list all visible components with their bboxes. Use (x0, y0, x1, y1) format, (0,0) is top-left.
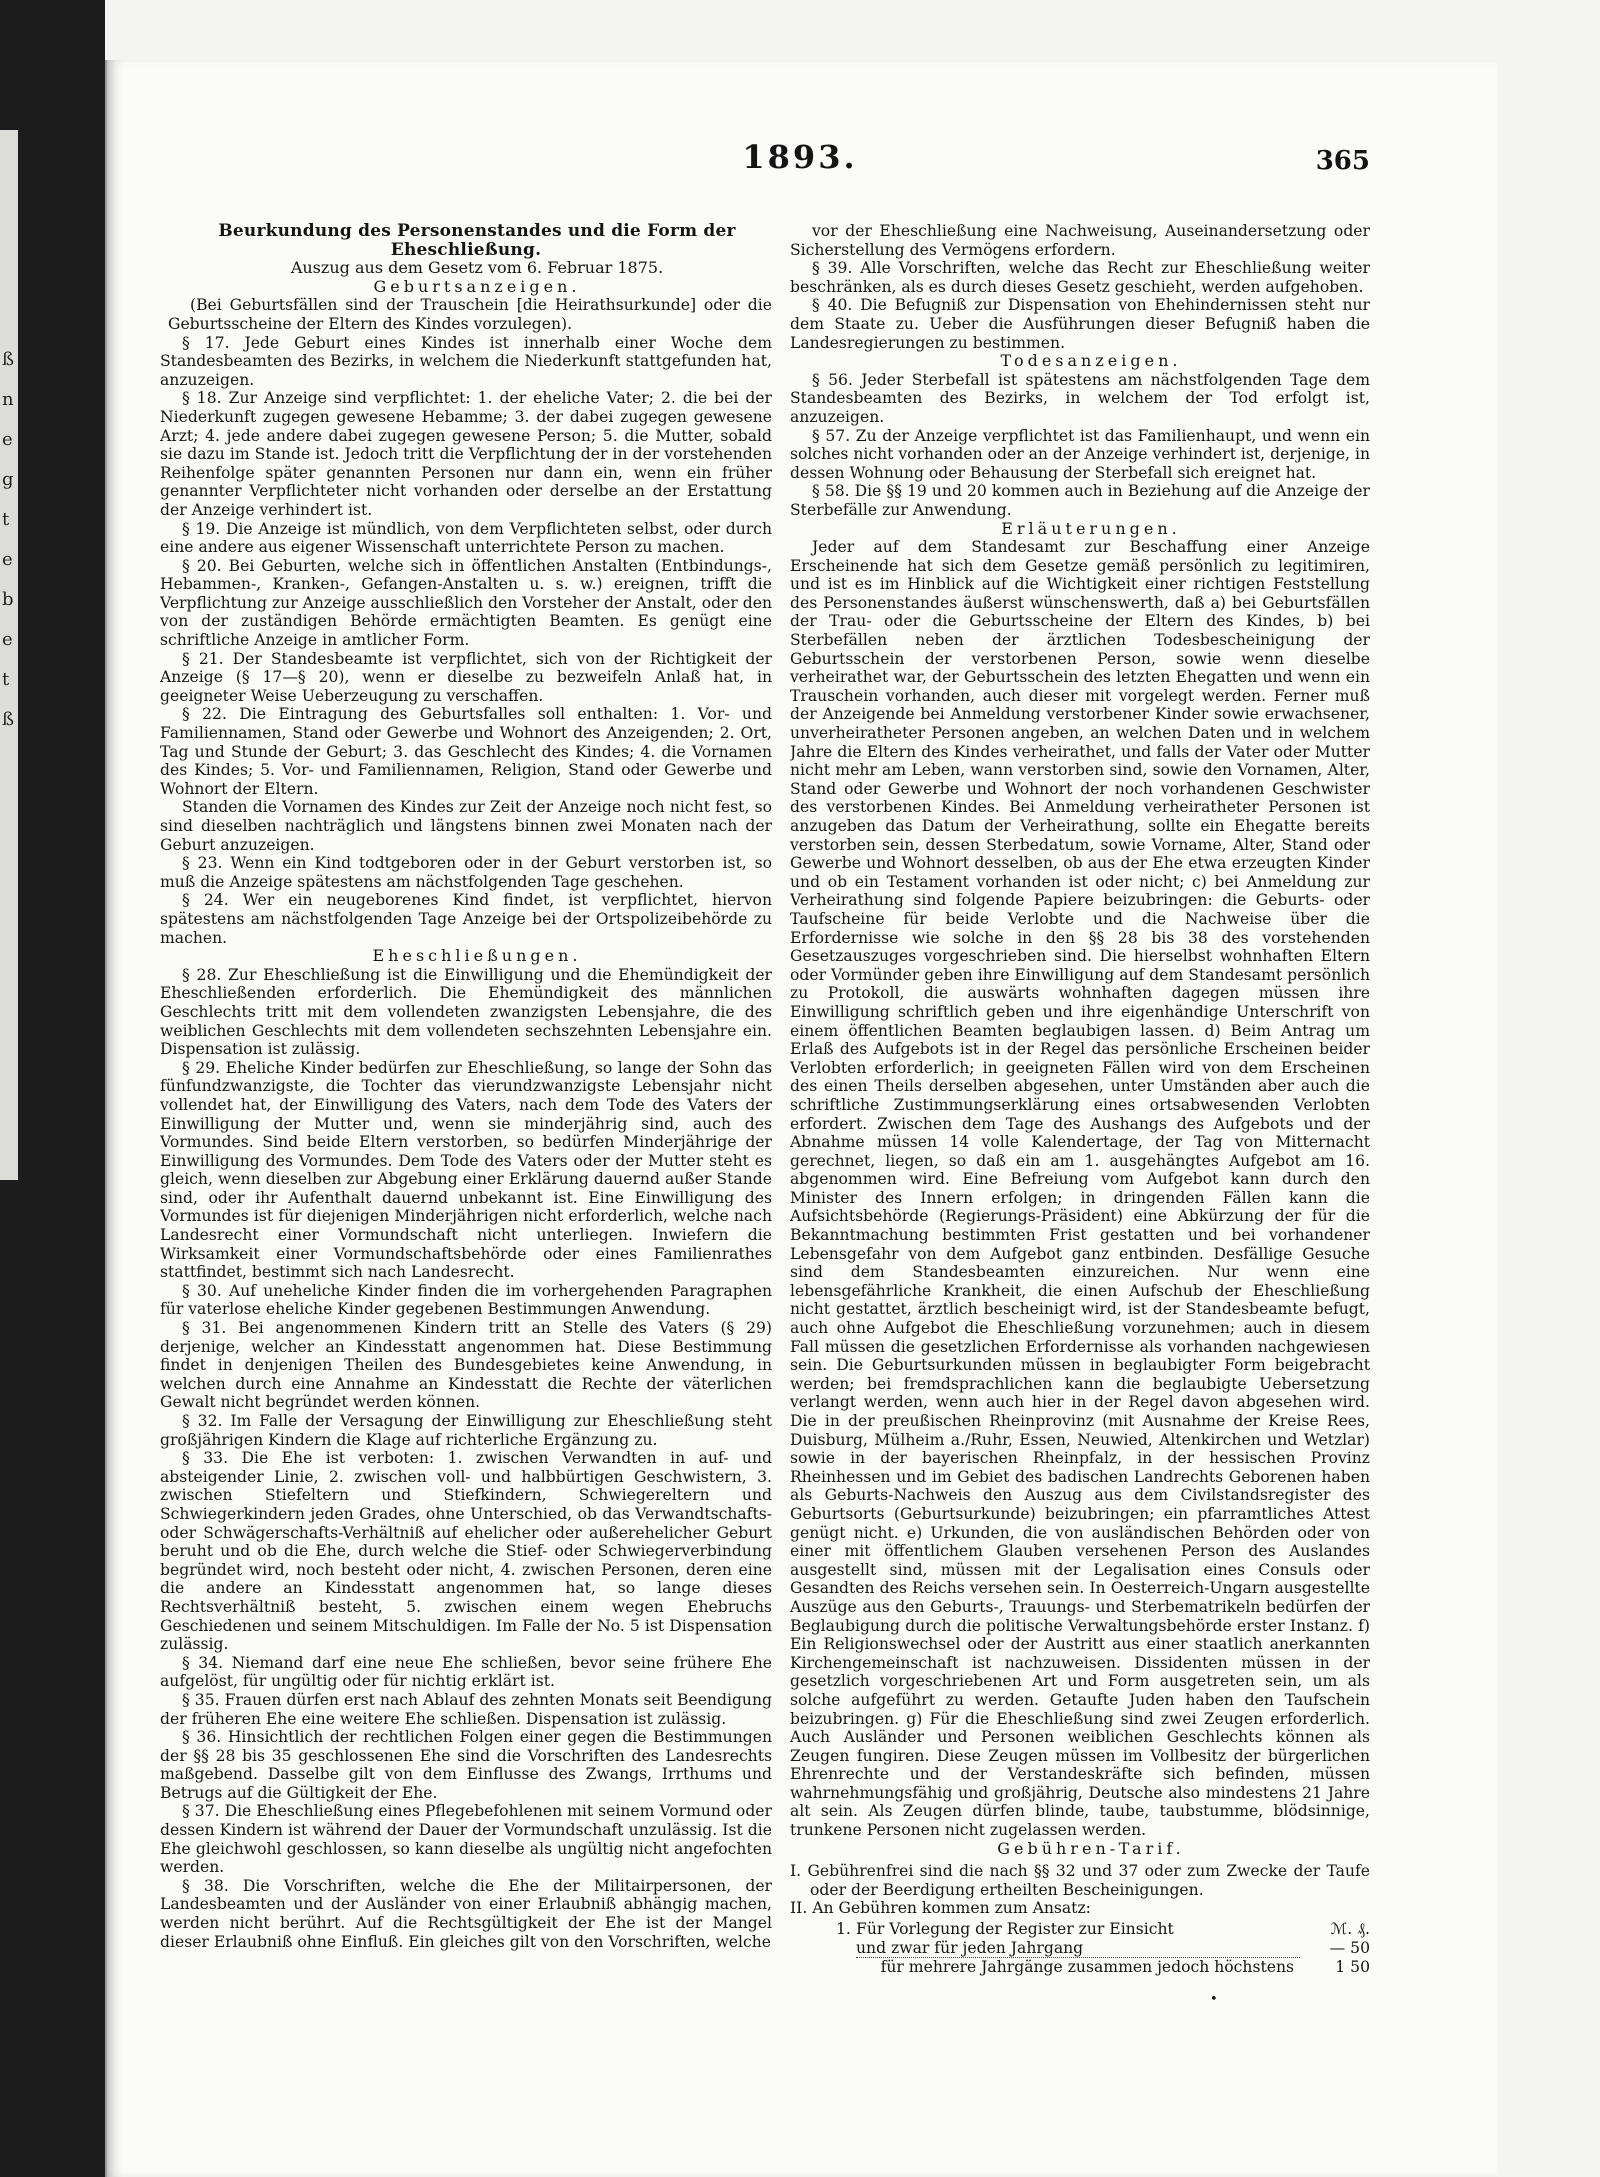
section-heading-death: Todesanzeigen. (1000, 351, 1182, 371)
paragraph: Standen die Vornamen des Kindes zur Zeit der Anzeige noch nicht fest, so sind dieselben nachträglich und längstens binnen zwei Monaten nach der Geburt anzuzeigen. (160, 798, 772, 854)
paragraph: § 40. Die Befugniß zur Dispensation von Ehehindernissen steht nur dem Staate zu. Ueber die Ausführungen dieser Befugniß haben die Landesregierungen zu bestimmen. (790, 296, 1370, 352)
fee-item-number: 1. (836, 1920, 851, 1939)
margin-fragment: b (2, 589, 14, 610)
paragraph: § 24. Wer ein neugeborenes Kind findet, ist verpflichtet, hiervon spätestens am nächstfolgenden Tage Anzeige bei der Ortspolizeibehörde zu machen. (160, 891, 772, 947)
tariff-list (790, 1862, 1370, 1918)
margin-fragment: ß (2, 349, 15, 370)
pfennig-unit: ₰. (1357, 1920, 1370, 1939)
paragraph: § 56. Jeder Sterbefall ist spätestens am nächstfolgenden Tage dem Standesbeamten des Bezirks, in welchem der Tod erfolgt ist, anzuzeigen. (790, 370, 1370, 426)
fee-table (790, 1920, 1370, 1977)
margin-fragment: t (2, 669, 10, 690)
fee-amount: 1 50 (1335, 1957, 1370, 1976)
footer-mark: • (1210, 1991, 1218, 2007)
paragraph: § 23. Wenn ein Kind todtgeboren oder in der Geburt verstorben ist, so muß die Anzeige spätestens am nächstfolgenden Tage geschehen. (160, 854, 772, 891)
margin-fragment: ß (2, 709, 15, 730)
fee-currency-header (1300, 1920, 1370, 1939)
paragraph: § 32. Im Falle der Versagung der Einwilligung zur Eheschließung steht großjährigen Kindern die Klage auf richterliche Ergänzung zu. (160, 1412, 772, 1449)
paragraph: § 21. Der Standesbeamte ist verpflichtet, sich von der Richtigkeit der Anzeige (§ 17—§ 20), wenn er dieselbe zu bezweifeln Anlaß hat, in geeigneter Weise Ueberzeugung zu verschaffen. (160, 649, 772, 705)
paragraph: § 20. Bei Geburten, welche sich in öffentlichen Anstalten (Entbindungs-, Hebammen-, Kranken-, Gefangen-Anstalten u. s. w.) ereignen, trifft die Verpflichtung zur Anzeige ausschließlich den Vorsteher der Anstalt, oder den von der zuständigen Behörde ermächtigten Beamten. Es genügt eine schriftliche Anzeige in amtlicher Form. (160, 556, 772, 650)
left-column (160, 222, 772, 2030)
paragraph: § 36. Hinsichtlich der rechtlichen Folgen einer gegen die Bestimmungen der §§ 28 bis 35 geschlossenen Ehe sind die Vorschriften des Landesrechts maßgebend. Dasselbe gilt von dem Einflusse des Zwangs, Irrthums und Betrugs auf die Gültigkeit der Ehe. (160, 1728, 772, 1802)
margin-fragment: e (2, 549, 13, 570)
margin-fragment: n (2, 389, 14, 410)
margin-fragment: t (2, 509, 10, 530)
explanation-paragraph: Jeder auf dem Standesamt zur Beschaffung einer Anzeige Erscheinende hat sich dem Gesetze gemäß persönlich zu legitimiren, und ist es im Hinblick auf die Wichtigkeit einer richtigen Feststellung des Personenstandes äußerst wünschenswerth, daß a) bei Geburtsfällen der Trau- oder die Geburtsscheine der Eltern des Kindes, b) bei Sterbefällen neben der ärztlichen Todesbescheinigung der Geburtsschein der verstorbenen Person, sowie wenn dieselbe verheirathet war, der Geburtsschein des letzten Ehegatten und wenn ein Trauschein vorhanden, auch dieser mit vorgelegt werden. Ferner muß der Anzeigende bei Anmeldung verstorbener Kinder sowie erwachsener, unverheiratheter Personen angeben, an welchen Daten und in welchem Jahre die Eltern des Kindes verheirathet, und falls der Vater oder Mutter nicht mehr am Leben, wann verstorben sind, sowie den Vornamen, Alter, Stand oder Gewerbe und Wohnort der noch vorhandenen Geschwister des verstorbenen Kindes. Bei Anmeldung verheiratheter Personen ist anzugeben das Datum der Verheirathung, sollte ein Ehegatte bereits verstorben sein, dessen Sterbedatum, sowie Vorname, Alter, Stand oder Gewerbe und Wohnort desselben, ob aus der Ehe etwa erzeugten Kinder und ob ein Testament vorhanden ist oder nicht; c) bei Anmeldung zur Verheirathung sind folgende Papiere beizubringen: die Geburts- oder Taufscheine für beide Verlobte und die Nachweise über die Erfordernisse wie solche in den §§ 28 bis 38 des vorstehenden Gesetzauszuges vorgeschrieben sind. Die hierselbst wohnhaften Eltern oder Vormünder geben ihre Einwilligung auf dem Standesamt persönlich zu Protokoll, die auswärts wohnhaften dagegen müssen ihre Einwilligung schriftlich geben und ihre eigenhändige Unterschrift von einem öffentlichen Beamten beglaubigen lassen. d) Beim Antrag um Erlaß des Aufgebots ist in der Regel das persönliche Erscheinen beider Verlobten erforderlich; in geeigneten Fällen wird von dem Erscheinen des einen Theils derselben abgesehen, unter Umständen aber auch die schriftliche Zustimmungserklärung eines ortsabwesenden Verlobten erfordert. Zwischen dem Tage des Aushangs des Aufgebots und der Abnahme müssen 14 volle Kalendertage, der Tag von Mitternacht gerechnet, liegen, so daß ein am 1. ausgehängtes Aufgebot am 16. abgenommen wird. Eine Befreiung vom Aufgebot kann durch den Minister des Innern erfolgen; in dringenden Fällen kann die Aufsichtsbehörde (Regierungs-Präsident) eine Abkürzung der für die Bekanntmachung bestimmten Frist gestatten und bei vorhandener Lebensgefahr von dem Aufgebot ganz entbinden. Desfällige Gesuche sind dem Standesbeamten einzureichen. Nur wenn eine lebensgefährliche Krankheit, die einen Aufschub der Eheschließung nicht gestattet, ärztlich bescheinigt wird, ist der Standesbeamte befugt, auch ohne Aufgebot die Eheschließung vorzunehmen; auch in diesem Fall müssen die gesetzlichen Erfordernisse als vorhanden nachgewiesen sein. Die Geburtsurkunden müssen in beglaubigter Form beigebracht werden; bei fremdsprachlichen kann die beglaubigte Uebersetzung verlangt werden, wenn auch hier in der Regel davon abgesehen wird. Die in der preußischen Rheinprovinz (mit Ausnahme der Kreise Rees, Duisburg, Mülheim a./Ruhr, Essen, Neuwied, Altenkirchen und Wetzlar) sowie in der bayerischen Rheinpfalz, in der hessischen Provinz Rheinhessen und im Gebiet des badischen Landrechts Geborenen haben als Geburts-Nachweis den Auszug aus dem Civilstandsregister des Geburtsorts (Geburtsurkunde) beizubringen; ein pfarramtliches Attest genügt nicht. e) Urkunden, die von ausländischen Behörden oder von einer mit öffentlichem Glauben versehenen Person des Auslandes ausgestellt sind, müssen mit der Legalisation eines Consuls oder Gesandten des Reichs versehen sein. In Oesterreich-Ungarn ausgestellte Auszüge aus den Geburts-, Trauungs- und Sterbematrikeln bedürfen der Beglaubigung durch die politische Verwaltungsbehörde erster Instanz. f) Ein Religionswechsel oder der Austritt aus einer staatlich anerkannten Kirchengemeinschaft ist nachzuweisen. Dissidenten müssen in der gesetzlich vorgeschriebenen Art und Form ausgetreten sein, um als solche aufgeführt zu werden. Getaufte Juden haben den Taufschein beizubringen. g) Für die Eheschließung sind zwei Zeugen erforderlich. Auch Ausländer und Personen weiblichen Geschlechts können als Zeugen fungiren. Diese Zeugen müssen im Vollbesitz der bürgerlichen Ehrenrechte und der Verstandeskräfte sich befinden, müssen wahrnehmungsfähig und großjährig, Deutsche also mindestens 21 Jahre alt sein. Als Zeugen dürfen blinde, taube, taubstumme, blödsinnige, trunkene Personen nicht zugelassen werden. (790, 538, 1370, 1840)
right-column (790, 222, 1370, 2052)
paragraph: § 31. Bei angenommenen Kindern tritt an Stelle des Vaters (§ 29) derjenige, welcher an Kindesstatt angenommen hat. Diese Bestimmung findet in denjenigen Theilen des Bundesgebietes keine Anwendung, in welchen durch eine Annahme an Kindesstatt die Rechte der väterlichen Gewalt nicht begründet werden können. (160, 1319, 772, 1412)
mark-unit: ℳ. (1330, 1920, 1353, 1939)
fee-row (790, 1920, 1370, 1939)
paragraph: § 39. Alle Vorschriften, welche das Recht zur Eheschließung weiter beschränken, als es durch dieses Gesetz geschieht, werden aufgehoben. (790, 259, 1370, 296)
fee-amount: — 50 (1329, 1938, 1370, 1957)
fee-item-text: für mehrere Jahrgänge zusammen jedoch höchstens (880, 1958, 1294, 1977)
paragraph: § 19. Die Anzeige ist mündlich, von dem Verpflichteten selbst, oder durch eine andere aus eigener Wissenschaft unterrichtete Person zu machen. (160, 519, 772, 557)
fee-item-text: Für Vorlegung der Register zur Einsicht (856, 1920, 1174, 1939)
margin-fragment: e (2, 429, 13, 450)
section-heading-notes: Erläuterungen. (1001, 518, 1181, 538)
page-year: 1893. (742, 138, 858, 176)
section-heading-birth: Geburtsanzeigen. (373, 276, 581, 296)
paragraph: § 37. Die Eheschließung eines Pflegebefohlenen mit seinem Vormund oder dessen Kindern ist während der Dauer der Vormundschaft unzulässig. Ist die Ehe gleichwohl geschlossen, so kann dieselbe als ungültig nicht angefochten werden. (160, 1802, 772, 1877)
previous-page-text-fragments (2, 340, 16, 740)
paragraph: § 34. Niemand darf eine neue Ehe schließen, bevor seine frühere Ehe aufgelöst, für ungültig oder für nichtig erklärt ist. (160, 1653, 772, 1691)
paragraph: § 58. Die §§ 19 und 20 kommen auch in Beziehung auf die Anzeige der Sterbefälle zur Anwendung. (790, 482, 1370, 519)
paragraph: § 18. Zur Anzeige sind verpflichtet: 1. der eheliche Vater; 2. die bei der Niederkunft zugegen gewesene Hebamme; 3. der dabei zugegen gewesene Arzt; 4. jede andere dabei zugegen gewesene Person; 5. die Mutter, sobald sie dazu im Stande ist. Jedoch tritt die Verpflichtung der in der vorstehenden Reihenfolge später genannten Personen nur dann ein, wenn ein früher genannter Verpflichteter nicht vorhanden oder derselbe an der Erstattung der Anzeige verhindert ist. (160, 389, 772, 519)
previous-page-edge (0, 130, 18, 1180)
birth-note: (Bei Geburtsfällen sind der Trauschein [die Heirathsurkunde] oder die Geburtsscheine der Eltern des Kindes vorzulegen). (168, 296, 772, 333)
article-title: Beurkundung des Personenstandes und die Form der Eheschließung. (218, 222, 736, 260)
paragraph: § 57. Zu der Anzeige verpflichtet ist das Familienhaupt, und wenn ein solches nicht vorhanden oder an der Anzeige verhindert ist, derjenige, in dessen Wohnung oder Behausung der Sterbefall sich ereignet hat. (790, 426, 1370, 482)
tariff-item: II. An Gebühren kommen zum Ansatz: (790, 1899, 1091, 1918)
paragraph: § 17. Jede Geburt eines Kindes ist innerhalb einer Woche dem Standesbeamten des Bezirks, in welchem die Niederkunft stattgefunden hat, anzuzeigen. (160, 333, 772, 389)
paragraph: § 33. Die Ehe ist verboten: 1. zwischen Verwandten in auf- und absteigender Linie, 2. zwischen voll- und halbbürtigen Geschwistern, 3. zwischen Stiefeltern und Stiefkindern, Schwiegereltern und Schwiegerkindern jeden Grades, ohne Unterschied, ob das Verwandtschafts- oder Schwägerschafts-Verhältniß auf ehelicher oder außerehelicher Geburt beruht und ob die Ehe, durch welche die Stief- oder Schwiegerverbindung begründet wird, noch besteht oder nicht, 4. zwischen Personen, deren eine die andere an Kindesstatt angenommen hat, so lange dieses Rechtsverhältniß besteht, 5. zwischen einem wegen Ehebruchs Geschiedenen und seinem Mitschuldigen. Im Falle der No. 5 ist Dispensation zulässig. (160, 1449, 772, 1654)
continuation-text: vor der Eheschließung eine Nachweisung, Auseinandersetzung oder Sicherstellung des Vermögens erfordern. (790, 222, 1370, 259)
margin-fragment: g (2, 469, 14, 490)
page-number: 365 (1315, 146, 1370, 176)
fee-row (790, 1958, 1370, 1977)
section-heading-marriage: Eheschließungen. (372, 946, 582, 966)
paragraph: § 22. Die Eintragung des Geburtsfalles soll enthalten: 1. Vor- und Familiennamen, Stand oder Gewerbe und Wohnort des Anzeigenden; 2. Ort, Tag und Stunde der Geburt; 3. das Geschlecht des Kindes; 4. die Vornamen des Kindes; 5. Vor- und Familiennamen, Religion, Stand oder Gewerbe und Wohnort der Eltern. (160, 705, 772, 798)
paragraph: § 35. Frauen dürfen erst nach Ablauf des zehnten Monats seit Beendigung der früheren Ehe eine weitere Ehe schließen. Dispensation ist zulässig. (160, 1690, 772, 1728)
paragraph: § 38. Die Vorschriften, welche die Ehe der Militairpersonen, der Landesbeamten und der Ausländer von einer Erlaubniß abhängig machen, werden nicht berührt. Auf die Rechtsgültigkeit der Ehe ist der Mangel dieser Erlaubniß ohne Einfluß. Ein gleiches gilt von den Vorschriften, welche (160, 1876, 772, 1951)
book-binding (0, 0, 105, 2177)
paragraph: § 30. Auf uneheliche Kinder finden die im vorhergehenden Paragraphen für vaterlose eheliche Kinder gegebenen Bestimmungen Anwendung. (160, 1281, 772, 1319)
article-source: Auszug aus dem Gesetz vom 6. Februar 1875. (290, 258, 664, 278)
margin-fragment: e (2, 629, 13, 650)
paragraph: § 29. Eheliche Kinder bedürfen zur Eheschließung, so lange der Sohn das fünfundzwanzigste, die Tochter das vierundzwanzigste Lebensjahr nicht vollendet hat, der Einwilligung des Vaters, nach dem Tode des Vaters der Einwilligung der Mutter und, wenn sie minderjährig sind, auch des Vormundes. Sind beide Eltern verstorben, so bedürfen Minderjährige der Einwilligung des Vormundes. Dem Tode des Vaters oder der Mutter steht es gleich, wenn dieselben zur Abgebung einer Erklärung dauernd außer Stande sind, oder ihr Aufenthalt dauernd unbekannt ist. Eine Einwilligung des Vormundes ist für diejenigen Minderjährigen nicht erforderlich, welche nach Landesrecht einer Vormundschaft nicht unterliegen. Inwiefern die Wirksamkeit einer Vormundschaftsbehörde oder eines Familienrathes stattfindet, bestimmt sich nach Landesrecht. (160, 1058, 772, 1282)
paragraph: § 28. Zur Eheschließung ist die Einwilligung und die Ehemündigkeit der Eheschließenden erforderlich. Die Ehemündigkeit des männlichen Geschlechts tritt mit dem vollendeten zwanzigsten Lebensjahre, die des weiblichen Geschlechts mit dem vollendeten sechszehnten Lebensjahre ein. Dispensation ist zulässig. (160, 965, 772, 1059)
fee-item-text: und zwar für jeden Jahrgang (856, 1939, 1300, 1958)
tariff-item: I. Gebührenfrei sind die nach §§ 32 und 37 oder zum Zwecke der Taufe oder der Beerdigung ertheilten Bescheinigungen. (790, 1862, 1370, 1899)
fee-row (790, 1939, 1370, 1958)
section-heading-tariff: Gebühren-Tarif. (997, 1838, 1185, 1858)
